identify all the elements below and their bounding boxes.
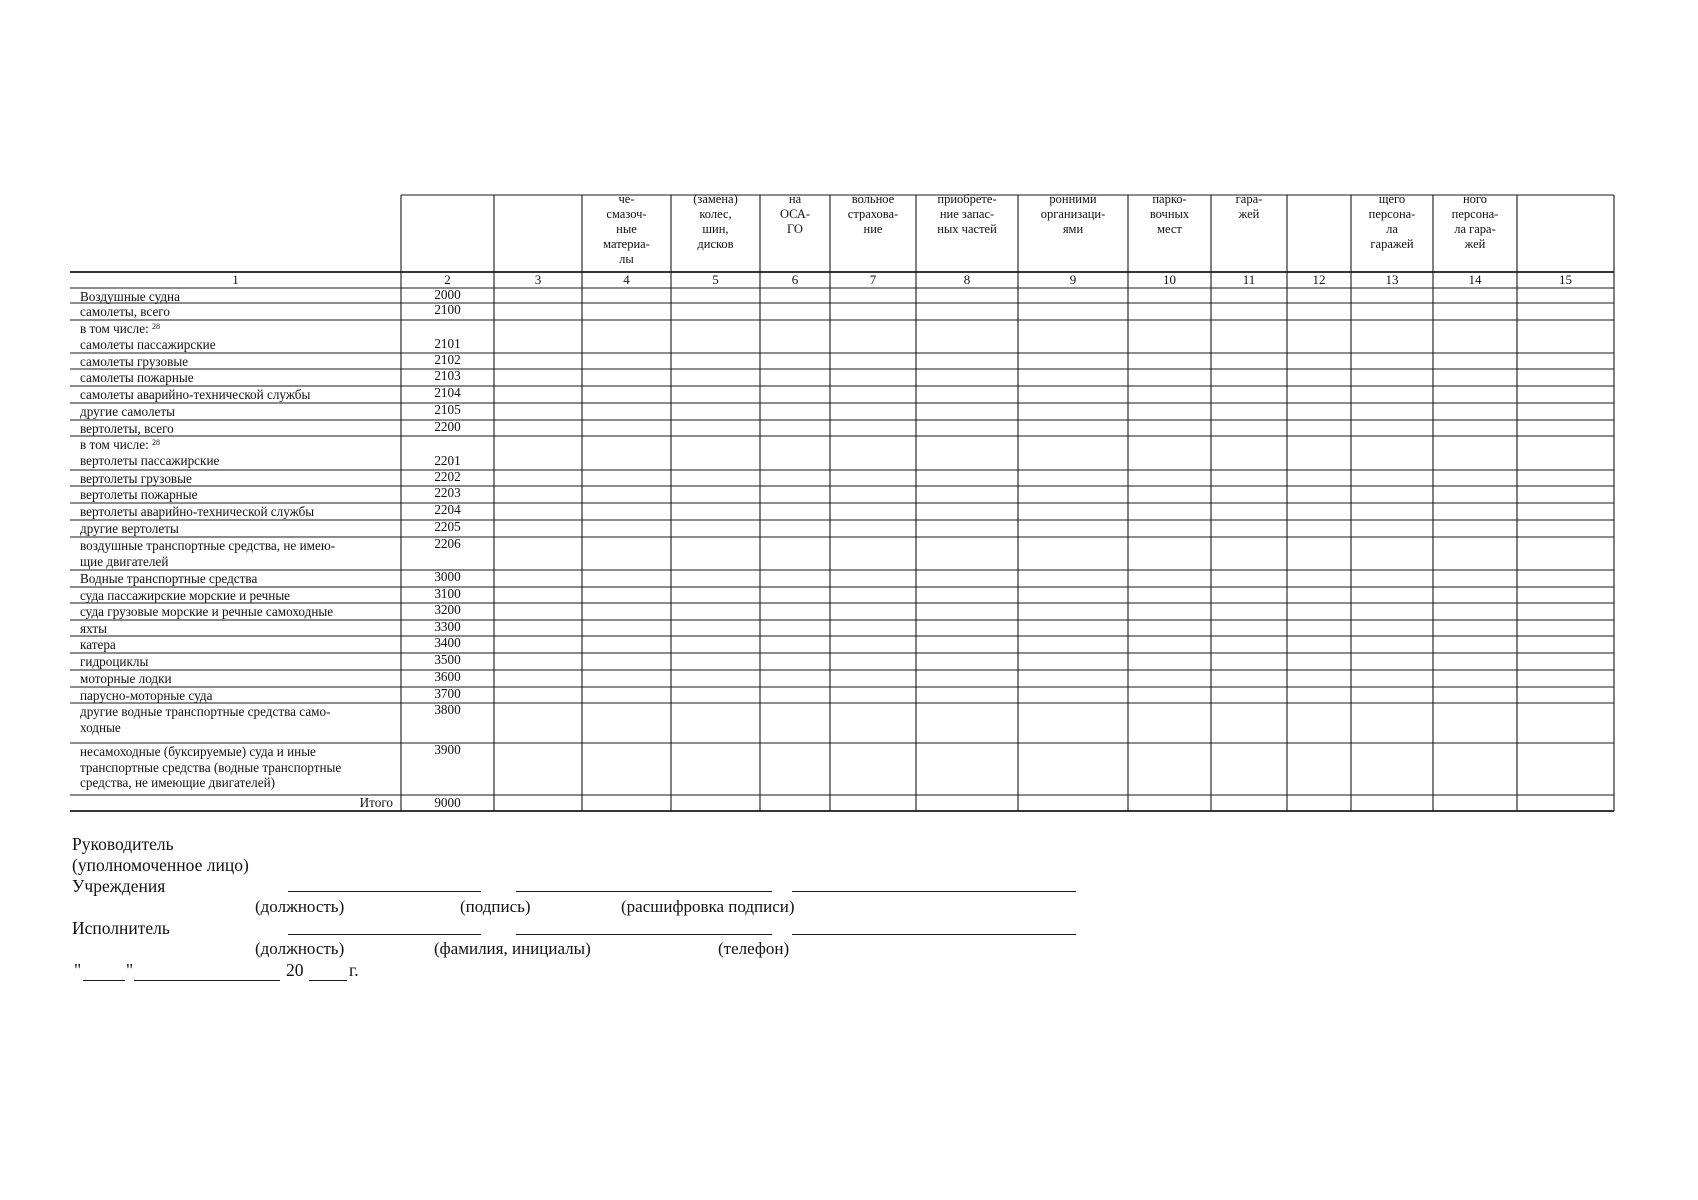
column-number-13: 13: [1385, 272, 1399, 287]
executor-position-caption: (должность): [255, 939, 345, 958]
row-code: 3200: [434, 602, 461, 617]
row-label: несамоходные (буксируемые) суда и иные транспортные средства (водные транспортные средства, не имеющие двигателей): [80, 744, 342, 790]
prefix-text: в том числе:: [80, 437, 153, 452]
column-header-7: вольное страхова- ние: [847, 192, 899, 236]
row-label-prefix: [80, 321, 397, 337]
column-number-14: 14: [1468, 272, 1482, 287]
row-label: вертолеты пожарные: [80, 487, 198, 502]
column-header-13: щего персона- ла гаражей: [1368, 192, 1416, 251]
decoding-signature-line[interactable]: [792, 891, 1076, 892]
row-code: 3400: [434, 635, 461, 650]
date-year-prefix: 20: [286, 960, 304, 980]
row-label: вертолеты, всего: [80, 421, 174, 436]
total-label: Итого: [359, 795, 393, 810]
row-label-prefix: [80, 437, 397, 453]
row-code: 2103: [434, 368, 461, 383]
column-header-10: парко- вочных мест: [1149, 192, 1190, 236]
executor-name-line[interactable]: [516, 934, 772, 935]
head-title: Руководитель: [72, 834, 174, 854]
position-signature-line[interactable]: [288, 891, 481, 892]
column-header-6: на ОСА- ГО: [779, 192, 811, 236]
row-label: самолеты пожарные: [80, 370, 194, 385]
row-label: другие самолеты: [80, 404, 176, 419]
row-label: Воздушные судна: [80, 289, 180, 304]
column-header-14: ного персона- ла гара- жей: [1451, 192, 1499, 251]
row-code: 2100: [434, 302, 461, 317]
row-code: 2205: [434, 519, 461, 534]
row-code: 2200: [434, 419, 461, 434]
row-code: 2104: [434, 385, 461, 400]
row-label: катера: [80, 637, 116, 652]
column-number-1: 1: [232, 272, 239, 287]
column-number-5: 5: [712, 272, 719, 287]
row-label: Водные транспортные средства: [80, 571, 258, 586]
column-header-11: гара- жей: [1235, 192, 1263, 221]
column-number-8: 8: [963, 272, 971, 287]
decoding-caption: (расшифровка подписи): [621, 897, 795, 916]
row-code: 2105: [434, 402, 461, 417]
row-label: суда пассажирские морские и речные: [80, 588, 291, 603]
row-label: другие вертолеты: [80, 521, 179, 536]
column-number-15: 15: [1559, 272, 1572, 287]
footnote-mark: 28: [152, 322, 161, 331]
column-number-2: 2: [444, 272, 451, 287]
row-label: парусно-моторные суда: [80, 688, 213, 703]
column-header-9: ронними организаци- ями: [1040, 192, 1106, 236]
date-day-line[interactable]: [83, 980, 125, 981]
row-code: 2000: [434, 287, 461, 302]
position-caption: (должность): [255, 897, 345, 916]
row-label: воздушные транспортные средства, не имею- щие двигателей: [80, 538, 336, 569]
row-code: 3900: [434, 742, 461, 757]
column-number-6: 6: [791, 272, 799, 287]
row-code: 2102: [434, 352, 461, 367]
column-header-4: че- смазоч- ные материа- лы: [603, 192, 650, 266]
row-code: 3500: [434, 652, 461, 667]
executor-phone-caption: (телефон): [718, 939, 790, 958]
date-open-quote: ": [74, 960, 82, 980]
row-label: гидроциклы: [80, 654, 149, 669]
row-label-text: самолеты пассажирские: [80, 336, 216, 352]
row-label-text: вертолеты пассажирские: [80, 452, 220, 468]
row-label: суда грузовые морские и речные самоходные: [80, 604, 334, 619]
row-label: самолеты аварийно-технической службы: [80, 387, 311, 402]
row-code: 3300: [434, 619, 461, 634]
row-label: моторные лодки: [80, 671, 172, 686]
row-label: [80, 437, 397, 471]
row-code: 3100: [434, 586, 461, 601]
row-code: 3000: [434, 569, 461, 584]
total-code: 9000: [434, 795, 461, 810]
row-label: самолеты, всего: [80, 304, 170, 319]
row-label: [80, 321, 397, 354]
column-header-5: (замена) колес, шин, дисков: [693, 192, 738, 251]
column-number-11: 11: [1242, 272, 1256, 287]
executor-phone-line[interactable]: [792, 934, 1076, 935]
prefix-text: в том числе:: [80, 321, 153, 336]
row-code: 3800: [434, 702, 461, 717]
row-code: 2203: [434, 485, 461, 500]
row-code: 2101: [434, 336, 461, 351]
footnote-mark: 28: [152, 438, 161, 447]
row-code: 2206: [434, 536, 461, 551]
signature-caption: (подпись): [460, 897, 531, 916]
date-close-quote: ": [126, 960, 134, 980]
row-code: 2202: [434, 469, 461, 484]
signature-line[interactable]: [516, 891, 772, 892]
row-label: вертолеты грузовые: [80, 471, 192, 486]
executor-position-line[interactable]: [288, 934, 481, 935]
row-code: 3700: [434, 686, 461, 701]
head-authorized: (уполномоченное лицо): [72, 855, 249, 875]
executor-name-caption: (фамилия, инициалы): [434, 939, 591, 958]
column-number-3: 3: [534, 272, 542, 287]
date-year-suffix: г.: [349, 960, 359, 980]
row-label: яхты: [80, 621, 107, 636]
row-label: самолеты грузовые: [80, 354, 189, 369]
column-number-4: 4: [623, 272, 630, 287]
column-header-8: приобрете- ние запас- ных частей: [937, 192, 997, 236]
row-label: вертолеты аварийно-технической службы: [80, 504, 315, 519]
column-number-12: 12: [1312, 272, 1326, 287]
column-number-9: 9: [1069, 272, 1077, 287]
column-number-10: 10: [1163, 272, 1176, 287]
row-code: 2204: [434, 502, 461, 517]
date-month-line[interactable]: [134, 980, 280, 981]
row-code: 3600: [434, 669, 461, 684]
head-institution: Учреждения: [72, 876, 166, 896]
executor-title: Исполнитель: [72, 918, 170, 938]
column-number-7: 7: [869, 272, 877, 287]
row-label: другие водные транспортные средства само- ходные: [80, 704, 331, 735]
row-code: 2201: [434, 453, 461, 468]
date-year-line[interactable]: [309, 980, 347, 981]
